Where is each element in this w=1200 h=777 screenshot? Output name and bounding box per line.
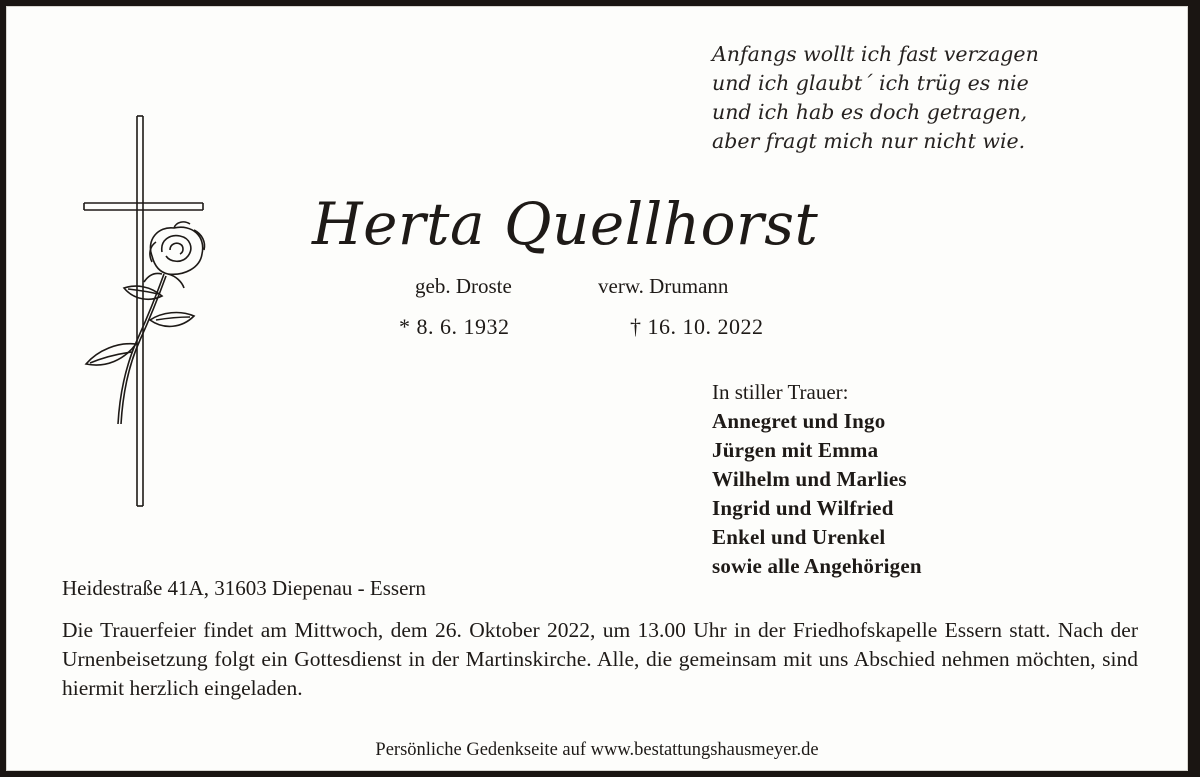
mourner-name: Annegret und Ingo [712,409,886,433]
birth-date: * 8. 6. 1932 [399,314,510,339]
mourner-name: Wilhelm und Marlies [712,467,907,491]
mourner-name: sowie alle Angehörigen [712,554,922,578]
poem-line: Anfangs wollt ich fast verzagen [712,42,1039,66]
poem-line: und ich glaubt´ ich trüg es nie [712,71,1029,95]
deceased-name: Herta Quellhorst [312,190,819,258]
mourner-name: Enkel und Urenkel [712,525,886,549]
mourner-name: Jürgen mit Emma [712,438,879,462]
memorial-page-footer: Persönliche Gedenkseite auf www.bestattungshausmeyer.de [375,740,819,760]
poem-verse [712,40,1132,156]
obituary-notice [6,6,1188,771]
married-name: verw. Drumann [598,274,729,298]
mourner-name: Ingrid und Wilfried [712,496,894,520]
ceremony-announcement: Die Trauerfeier findet am Mittwoch, dem 26. Oktober 2022, um 13.00 Uhr in der Friedhofskapelle Essern statt. Nach der Urnenbeisetzung folgt ein Gottesdienst in der Martinskirche. Alle, die gemeinsam mit uns Abschied nehmen möchten, sind hiermit herzlich eingeladen. [62,618,1138,700]
cross-with-rose-icon [66,106,226,516]
death-date: † 16. 10. 2022 [630,314,764,339]
mourners-list [712,407,1152,581]
poem-line: und ich hab es doch getragen, [712,100,1028,124]
poem-line: aber fragt mich nur nicht wie. [712,129,1026,153]
mourners-intro: In stiller Trauer: [712,380,849,404]
mourners-block [712,378,1152,581]
birth-name: geb. Droste [415,274,512,298]
family-address: Heidestraße 41A, 31603 Diepenau - Essern [62,576,426,600]
